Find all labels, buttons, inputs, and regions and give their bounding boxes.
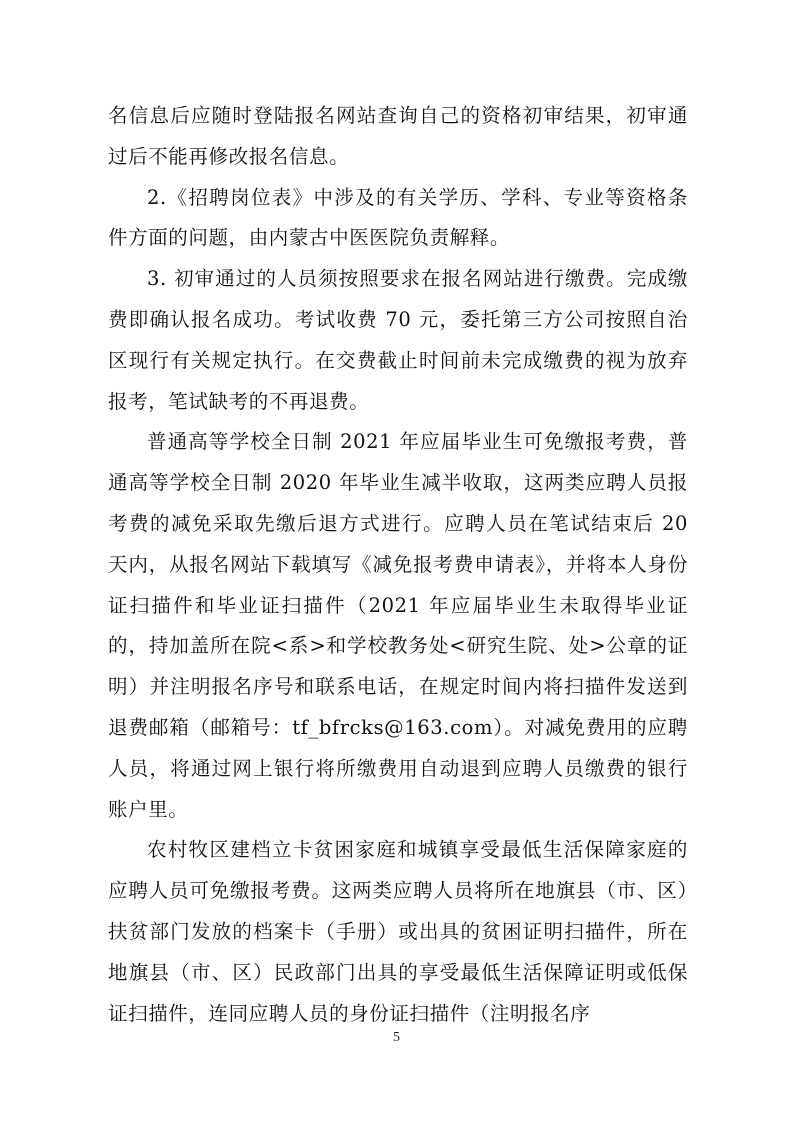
paragraph-2: 2.《招聘岗位表》中涉及的有关学历、学科、专业等资格条件方面的问题，由内蒙古中医医院负责解释。 bbox=[108, 185, 688, 250]
paragraph-4: 普通高等学校全日制 2021 年应届毕业生可免缴报考费，普通高等学校全日制 2020 年毕业生减半收取，这两类应聘人员报考费的减免采取先缴后退方式进行。应聘人员在笔试结束后 20 天内，从报名网站下载填写《减免报考费申请表》，并将本人身份证扫描件和毕业证扫描件（2021 年应届毕业生未取得毕业证的，持加盖所在院<系>和学校教务处<研究生院、处>公章的证明）并注明报名序号和联系电话，在规定时间内将扫描件发送到退费邮箱（邮箱号：tf_bfrcks@163.com）。对减免费用的应聘人员，将通过网上银行将所缴费用自动退到应聘人员缴费的银行账户里。 bbox=[108, 430, 688, 821]
paragraph-3: 3. 初审通过的人员须按照要求在报名网站进行缴费。完成缴费即确认报名成功。考试收费 70 元，委托第三方公司按照自治区现行有关规定执行。在交费截止时间前未完成缴费的视为放弃报考，笔试缺考的不再退费。 bbox=[108, 267, 688, 413]
page-number: 5 bbox=[393, 1030, 400, 1045]
paragraph-1: 名信息后应随时登陆报名网站查询自己的资格初审结果，初审通过后不能再修改报名信息。 bbox=[108, 104, 688, 168]
document-body bbox=[108, 96, 688, 1034]
paragraph-5: 农村牧区建档立卡贫困家庭和城镇享受最低生活保障家庭的应聘人员可免缴报考费。这两类应聘人员将所在地旗县（市、区）扶贫部门发放的档案卡（手册）或出具的贫困证明扫描件，所在地旗县（市、区）民政部门出具的享受最低生活保障证明或低保证扫描件，连同应聘人员的身份证扫描件（注明报名序 bbox=[108, 838, 688, 1025]
